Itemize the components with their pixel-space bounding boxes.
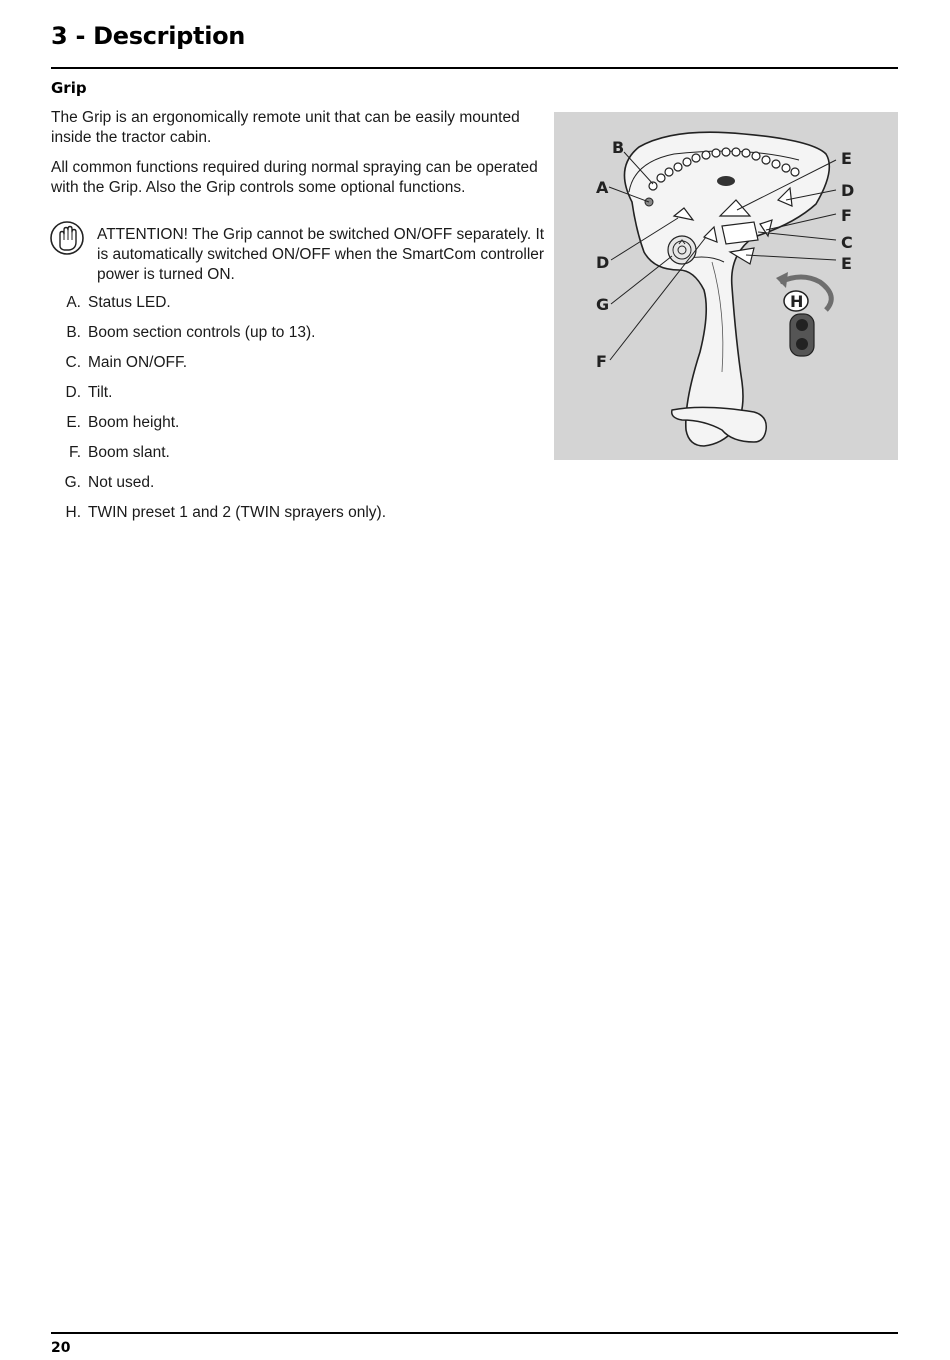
callout-a: A — [596, 178, 609, 197]
joystick — [668, 236, 696, 264]
legend-letter: A. — [66, 294, 81, 311]
legend-text: Boom slant. — [88, 444, 170, 461]
list-item — [51, 292, 386, 322]
list-item — [51, 442, 386, 472]
list-item — [51, 412, 386, 442]
list-item — [51, 502, 386, 532]
chapter-title: 3 - Description — [51, 22, 246, 50]
legend-letter: F. — [68, 444, 81, 461]
legend-text: Main ON/OFF. — [88, 354, 188, 371]
legend-text: Boom section controls (up to 13). — [88, 324, 316, 341]
legend-letter: C. — [65, 354, 81, 371]
attention-note: ATTENTION! The Grip cannot be switched ON/OFF separately. It is automatically switched ON/OFF when the SmartCom controller power is turned ON. — [97, 226, 545, 283]
hand-stop-icon — [49, 219, 85, 259]
callout-g: G — [596, 295, 610, 314]
header-rule — [51, 67, 898, 69]
list-item — [51, 382, 386, 412]
list-item — [51, 322, 386, 352]
callout-d-right: D — [841, 181, 855, 200]
legend-list — [51, 292, 386, 532]
legend-letter: H. — [65, 504, 81, 521]
legend-text: Not used. — [88, 474, 155, 491]
footer-rule — [51, 1332, 898, 1334]
list-item — [51, 472, 386, 502]
main-onoff-button — [722, 222, 758, 244]
page-number: 20 — [51, 1340, 71, 1356]
legend-letter: B. — [66, 324, 81, 341]
legend-letter: D. — [65, 384, 81, 401]
functions-paragraph: All common functions required during normal spraying can be operated with the Grip. Also the Grip controls some optional functions. — [51, 159, 538, 196]
callout-e-right: E — [841, 254, 852, 273]
legend-letter: G. — [64, 474, 81, 491]
legend-text: Boom height. — [88, 414, 180, 431]
callout-e-top: E — [841, 149, 852, 168]
grip-drawing — [554, 112, 898, 460]
section-title: Grip — [51, 79, 87, 97]
grip-illustration — [554, 112, 898, 460]
intro-paragraph: The Grip is an ergonomically remote unit that can be easily mounted inside the tractor cabin. — [51, 109, 520, 146]
legend-text: Status LED. — [88, 294, 171, 311]
callout-b: B — [612, 138, 625, 157]
legend-text: Tilt. — [88, 384, 113, 401]
legend-letter: E. — [66, 414, 81, 431]
legend-text: TWIN preset 1 and 2 (TWIN sprayers only). — [88, 504, 387, 521]
callout-f-right: F — [841, 206, 852, 225]
list-item — [51, 352, 386, 382]
logo-badge — [717, 176, 735, 186]
callout-h: H — [790, 292, 804, 311]
callout-c: C — [841, 233, 853, 252]
callout-f-left: F — [596, 352, 607, 371]
callout-d-left: D — [596, 253, 610, 272]
